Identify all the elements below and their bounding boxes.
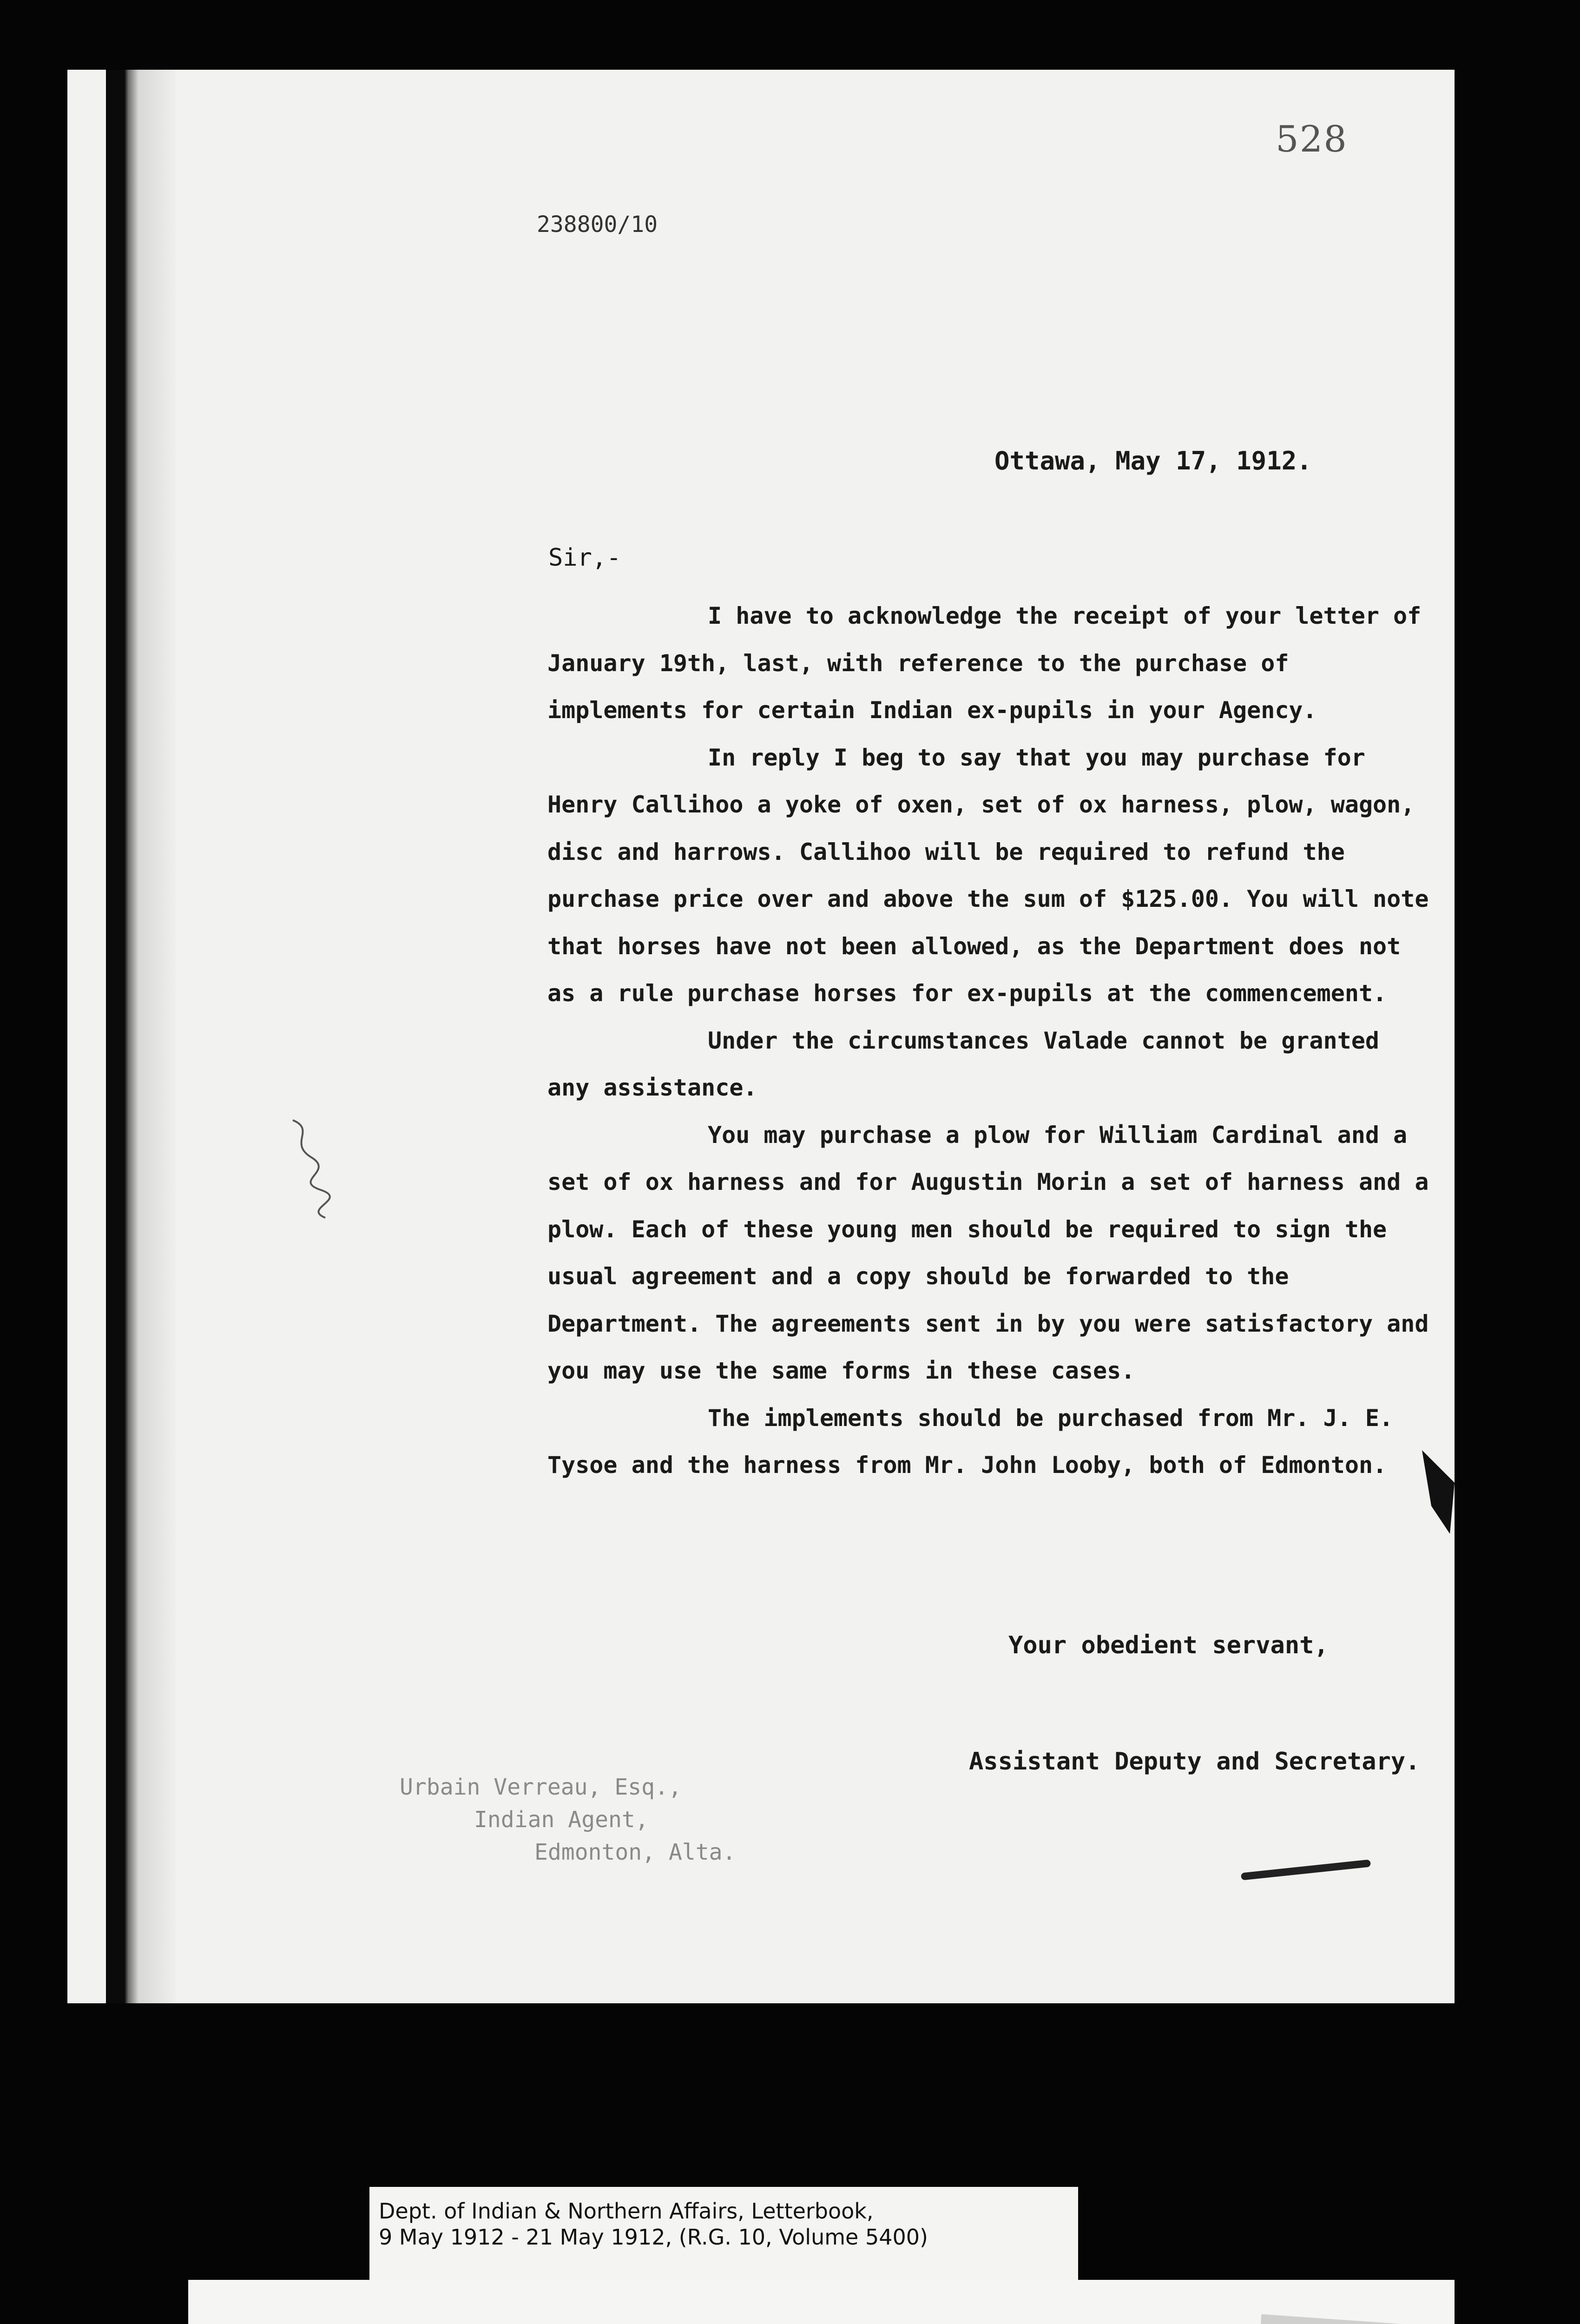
paragraph-acknowledgement: I have to acknowledge the receipt of your letter of January 19th, last, with reference to the purchase of implements for certain Indian ex-pupils in your Agency. [547, 602, 1422, 724]
addressee-title: Indian Agent, [474, 1807, 649, 1833]
closing: Your obedient servant, [1008, 1631, 1329, 1659]
signature-title: Assistant Deputy and Secretary. [969, 1748, 1420, 1776]
source-label-line-1: Dept. of Indian & Northern Affairs, Letterbook, [379, 2199, 874, 2224]
paragraph-suppliers: The implements should be purchased from Mr. J. E. Tysoe and the harness from Mr. John Looby, both of Edmonton. [547, 1404, 1394, 1479]
margin-squiggle-mark [283, 1116, 339, 1222]
source-label [369, 2187, 1078, 2284]
salutation: Sir,- [548, 544, 621, 572]
page-edge-tab [1422, 1450, 1459, 1534]
source-label-line-2: 9 May 1912 - 21 May 1912, (R.G. 10, Volume 5400) [379, 2225, 928, 2250]
addressee-name: Urbain Verreau, Esq., [400, 1774, 682, 1800]
file-number: 238800/10 [537, 211, 658, 238]
addressee-place: Edmonton, Alta. [534, 1839, 736, 1865]
paragraph-callihoo: In reply I beg to say that you may purchase for Henry Callihoo a yoke of oxen, set of ox harness, plow, wagon, disc and harrows. Callihoo will be required to refund the purchase price over and above the sum of $125.00. You will note that horses have not been allowed, as the Department does not as a rule purchase horses for ex-pupils at the commencement. [547, 744, 1429, 1007]
binding-edge [106, 70, 176, 2003]
dateline: Ottawa, May 17, 1912. [994, 446, 1312, 475]
folio-number: 528 [1276, 119, 1348, 160]
letter-body [547, 593, 1430, 1489]
paragraph-valade: Under the circumstances Valade cannot be granted any assistance. [547, 1027, 1379, 1101]
addressee-block [400, 1771, 736, 1868]
paragraph-cardinal-morin: You may purchase a plow for William Cardinal and a set of ox harness and for Augustin Morin a set of harness and a plow. Each of these young men should be required to sign the usual agreement and a copy should be forwarded to the Department. The agreements sent in by you were satisfactory and you may use the same forms in these cases. [547, 1121, 1429, 1384]
